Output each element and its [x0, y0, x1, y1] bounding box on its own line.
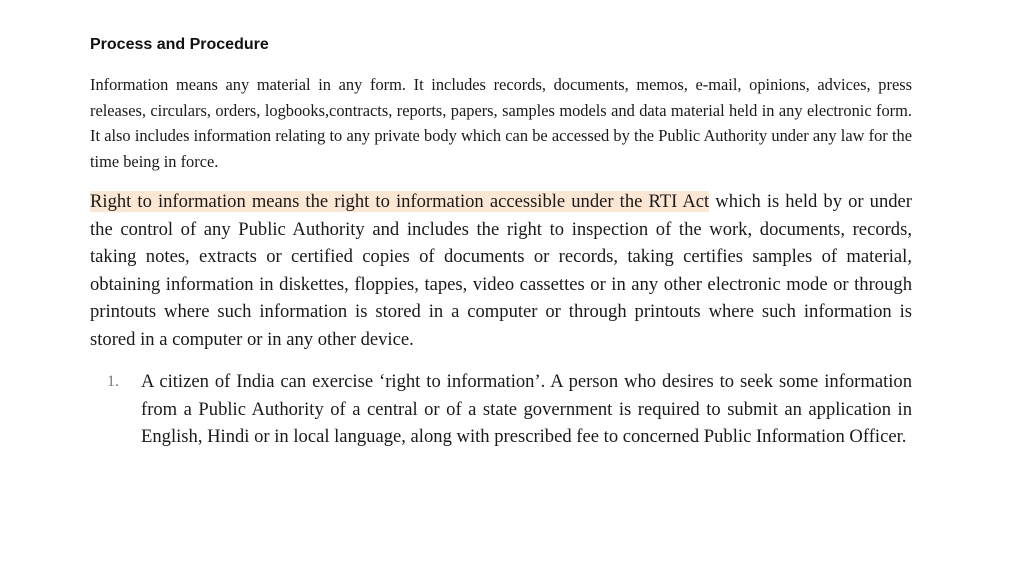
paragraph-continuation: which is held by or under the control of any Public Authority and includes the right to inspection of the work, documents, records, taking notes, extracts or certified copies of documents or records, taking certifies samples of material, obtaining information in diskettes, floppies, tapes, video cassettes or in any other electronic mode or through printouts where such information is stored in a computer or through printouts where such information is stored in a computer or in any other device. [90, 191, 912, 350]
list-item-text: A citizen of India can exercise ‘right to information’. A person who desires to seek some information from a Public Authority of a central or of a state government is required to submit an application in English, Hindi or in local language, along with prescribed fee to concerned Public Information Officer. [141, 371, 912, 447]
right-to-information-paragraph [90, 188, 912, 353]
list-item [90, 368, 912, 451]
information-definition-paragraph: Information means any material in any form. It includes records, documents, memos, e-mail, opinions, advices, press releases, circulars, orders, logbooks,contracts, reports, papers, samples models and data material held in any electronic form. It also includes information relating to any private body which can be accessed by the Public Authority under any law for the time being in force. [90, 75, 912, 171]
numbered-list [90, 368, 912, 451]
list-number: 1. [107, 373, 119, 390]
section-heading: Process and Procedure [90, 36, 269, 53]
document-body [90, 30, 912, 451]
highlighted-text: Right to information means the right to information accessible under the RTI Act [90, 191, 710, 212]
